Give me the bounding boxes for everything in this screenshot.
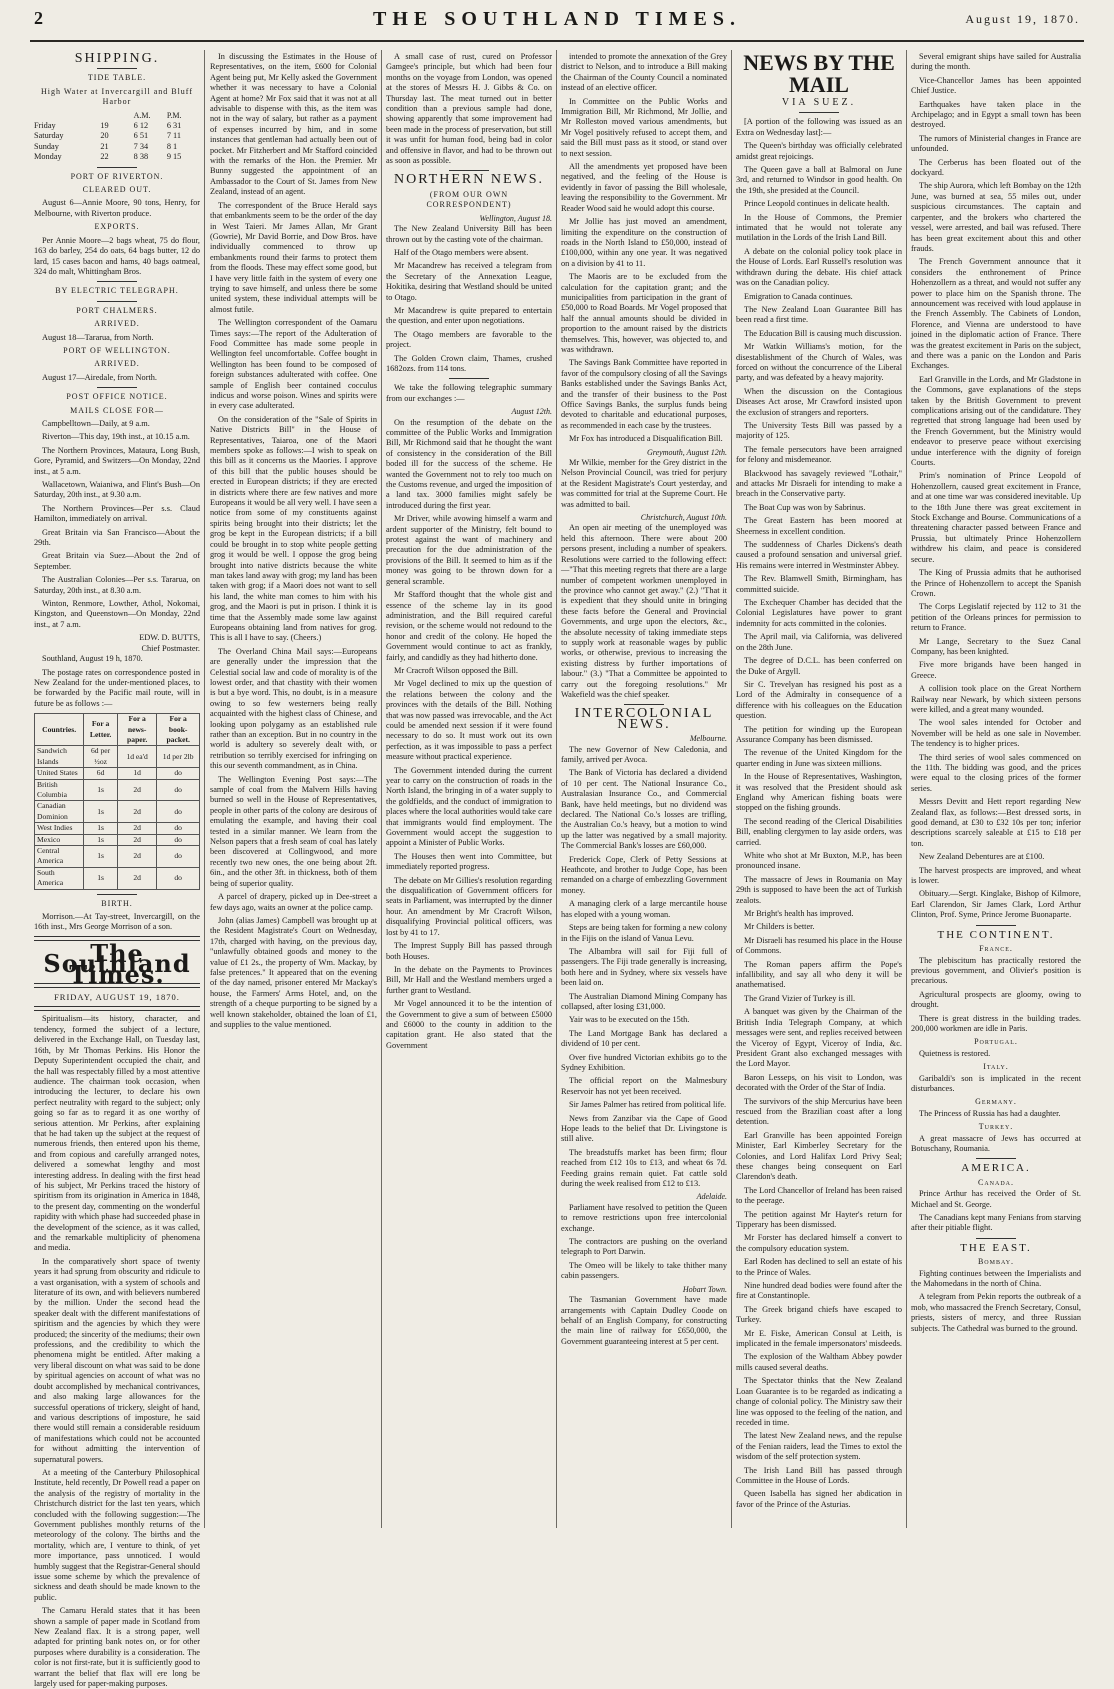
tide-row: Sunday 21 7 34 8 1 <box>34 141 178 151</box>
article-paragraph: The massacre of Jews in Roumania on May 29th is supposed to have been the act of Turkish zealots. <box>736 874 902 905</box>
divider <box>34 1006 200 1011</box>
article-paragraph: The Tasmanian Government have made arrangements with Captain Dudley Coode on behalf of an English Company, for constructing the main line of railway for £650,000, the Government guaranteeing interest at 5 per cent. <box>561 1295 727 1346</box>
article-paragraph: Parliament have resolved to petition the Queen to remove restrictions upon free intercolonial exchange. <box>561 1202 727 1233</box>
article-paragraph: In Committee on the Public Works and Immigration Bill, Mr Richmond, Mr Jollie, and Mr Rolleston moved various amendments, but Mr Vogel positively refused to accept them, and said the Bill must pass as it stood, or stand over to next session. <box>561 96 727 158</box>
column-rule <box>204 50 205 1528</box>
article-paragraph: Vice-Chancellor James has been appointed Chief Justice. <box>911 75 1081 96</box>
article-paragraph: The Cerberus has been floated out of the dockyard. <box>911 157 1081 178</box>
telegraph-heading: BY ELECTRIC TELEGRAPH. <box>55 286 179 296</box>
tide-table-header: A.M. P.M. <box>133 110 182 120</box>
tide-table-subheading: High Water at Invercargill and Bluff Harbor <box>41 86 193 107</box>
divider <box>97 301 137 302</box>
article-paragraph: A collision took place on the Great Northern Railway near Newark, by which sixteen persons were killed, and a great many wounded. <box>911 684 1081 714</box>
article-paragraph: intended to promote the annexation of the Grey district to Nelson, and to introduce a Bill making the Chairman of the County Council a nominated instead of an elective officer. <box>561 52 727 93</box>
article-paragraph: Sir C. Trevelyan has resigned his post as a Lord of the Admiralty in consequence of a difference with his colleagues on the Education question. <box>736 679 902 721</box>
article-paragraph: Prince Arthur has received the Order of St. Michael and St. George. <box>911 1189 1081 1209</box>
column-2 <box>210 52 377 1522</box>
article-paragraph: Blackwood has savagely reviewed "Lothair," and attacks Mr Disraeli for intending to make a breach in the Conservative party. <box>736 468 902 499</box>
column-rule <box>381 50 382 1528</box>
article-paragraph: Mr Macandrew is quite prepared to entertain the question, and enter upon negotiations. <box>386 305 552 326</box>
article-paragraph: The third series of wool sales commenced on the 11th. The bidding was good, and the prices were equal to the closing prices of the former series. <box>911 752 1081 793</box>
article-paragraph: In the House of Commons, the Premier intimated that he would not tolerate any mutilation in the Lords of the Irish Land Bill. <box>736 212 902 243</box>
article-paragraph: Sir James Palmer has retired from political life. <box>569 1100 727 1110</box>
mail-item: The Northern Provinces, Mataura, Long Bush, Gore, Pyramid, and Switzers—On Monday, 22nd inst., at 5 a.m. <box>34 445 200 476</box>
port-chalmers-arrived-label: ARRIVED. <box>94 319 140 329</box>
article-paragraph: When the discussion on the Contagious Diseases Act arose, Mr Crawford insisted upon the exclusion of strangers and reporters. <box>736 386 902 417</box>
article-paragraph: Mr Fox has introduced a Disqualification Bill. <box>569 434 723 444</box>
article-paragraph: The Land Mortgage Bank has declared a dividend of 10 per cent. <box>561 1028 727 1049</box>
leader-paragraph: The Camaru Herald states that it has been shown a sample of paper made in Scotland from New Zealand flax. It is a strong paper, well adapted for printing bank notes on, or for other purposes where durability is a consideration. The color is not first-rate, but it is sufficiently good to warrant the belief that flax will ere long be largely used for paper-making purposes. <box>34 1606 200 1689</box>
masthead-title: The Southland Times. <box>43 938 191 989</box>
mail-item: Great Britain via San Francisco—About the 29th. <box>34 527 200 548</box>
column-1 <box>34 51 200 1689</box>
article-paragraph: Mr Watkin Williams's motion, for the disestablishment of the Church of Wales, was forced on without the concurrence of the Liberal party, and was defeated by a heavy majority. <box>736 342 902 383</box>
article-paragraph: Mr Forster has declared himself a convert to the compulsory education system. <box>736 1233 902 1253</box>
leader-paragraph: Spiritualism—its history, character, and tendency, formed the subject of a lecture, delivered in the Exchange Hall, on Tuesday last, 16th, by Mr Thomas Perkins. His Honor the Deputy Superintendent occupied the chair, and the hall was respectably filled by a most attentive audience. The chairman took occasion, when introducing the lecturer, to declare his own perfect neutrality with regard to the subject; only going so far as to regard it as one worthy of serious attention. Mr Perkins, after explaining that he had taken up the subject at the request of numerous friends, then entered upon his theme, and from copious and carefully arranged notes, delivered a somewhat lengthy and most interesting address. In dealing with the first head of his subject, Mr Perkins traced the history of spiritism from its origination in America in 1848, to the present day, commenting on the wonderful rapidity with which phase had succeeded phase in the development of the science, as it was called, and the remarkable multiplicity of phenomena and media. <box>34 1014 200 1253</box>
article-paragraph: A telegram from Pekin reports the outbreak of a mob, who massacred the French Secretary, Consul, priests, sisters of mercy, and three Russian subjects. The Cathedral was burned to the ground. <box>911 1292 1081 1333</box>
article-paragraph: The Princess of Russia has had a daughter. <box>919 1108 1061 1118</box>
postage-note: The postage rates on correspondence posted in New Zealand for the under-mentioned places, to be forwarded by the Pacific mail route, will in future be as follows :— <box>34 667 200 708</box>
article-paragraph: The Irish Land Bill has passed through Committee in the House of Lords. <box>736 1465 902 1485</box>
article-paragraph: Mr Jollie has just moved an amendment, limiting the expenditure on the construction of roads in the North Island to £50,000, instead of £100,000, within any one year. It was negatived on a division by 41 to 11. <box>561 217 727 268</box>
article-paragraph: Mr Vogel declined to mix up the question of the relations between the colony and the provinces with the details of the Bill. Nothing that was now passed was irrevocable, and the Act could be amended next session if it were found necessary to do so. It must work out its own perfection, as it was impossible to pass a perfect measure without practical experience. <box>386 679 552 762</box>
riverton-heading: PORT OF RIVERTON. <box>70 171 164 181</box>
article-paragraph: The Exchequer Chamber has decided that the Colonial Legislatures have power to grant indemnity for acts committed in the colonies. <box>736 598 902 628</box>
country-heading: Canada. <box>977 1177 1014 1187</box>
article-paragraph: The University Tests Bill was passed by a majority of 125. <box>736 420 902 441</box>
birth-heading: BIRTH. <box>101 898 133 908</box>
article-paragraph: In the debate on the Payments to Provinces Bill, Mr Hall and the Westland members urged a further grant to Westland. <box>386 964 552 995</box>
article-paragraph: The Australian Diamond Mining Company has collapsed, after losing £31,000. <box>561 991 727 1011</box>
table-row: United States 6d 1d do <box>35 768 200 779</box>
article-paragraph: In the House of Representatives, Washington, it was resolved that the President should ask England why American fishing boats were stopped on the fishing grounds. <box>736 772 902 813</box>
article-paragraph: The New Zealand Loan Guarantee Bill has been read a first time. <box>736 304 902 325</box>
port-wellington-heading: PORT OF WELLINGTON. <box>63 345 171 355</box>
article-paragraph: The Otago members are favorable to the project. <box>386 329 552 350</box>
article-paragraph: The new Governor of New Caledonia, and family, arrived per Avoca. <box>561 744 727 764</box>
exports-heading: EXPORTS. <box>94 222 140 232</box>
country-heading: Italy. <box>983 1062 1009 1072</box>
article-paragraph: The Queen gave a ball at Balmoral on June 3rd, and returned to Windsor in good health. On the 19th, she presided at the Council. <box>736 165 902 195</box>
port-chalmers-heading: PORT CHALMERS. <box>76 305 158 315</box>
article-paragraph: A managing clerk of a large mercantile house has eloped with a young woman. <box>561 899 727 919</box>
tide-row: Saturday 20 6 51 7 11 <box>34 131 182 141</box>
divider <box>799 112 839 113</box>
tide-table-heading: TIDE TABLE. <box>87 73 147 83</box>
article-paragraph: The Greek brigand chiefs have escaped to Turkey. <box>736 1304 902 1325</box>
mail-item: Campbelltown—Daily, at 9 a.m. <box>42 418 150 428</box>
top-rule <box>30 40 1084 42</box>
editor-note: [A portion of the following was issued as an Extra on Wednesday last]:— <box>736 117 902 137</box>
article-paragraph: The suddenness of Charles Dickens's death caused a profound sensation and universal grief. His remains were interred in Westminster Abbey. <box>736 540 902 570</box>
article-paragraph: The Wellington Evening Post says:—The sample of coal from the Malvern Hills having burned so well in the House of Representatives, people in other parts of the colony are desirous of emulating the example, and having their coal tested in a similar manner. We learn from the Nelson papers that a fresh seam of coal has lately been discovered at Collingwood, and more recently two new ones, the one being about 2ft. 6in., and the other 3ft. in thickness, both of them being of superior quality. <box>210 774 377 888</box>
article-paragraph: The Savings Bank Committee have reported in favor of the compulsory closing of all the Savings Banks established under the Savings Banks Act, and the transfer of their business to the Post Office Savings Banks, the surplus funds being devoted to charitable and educational purposes, as recommended in each case by the trustees. <box>561 358 727 430</box>
riverton-text: August 6—Annie Moore, 90 tons, Henry, for Melbourne, with Riverton produce. <box>34 198 200 218</box>
leader-paragraph: In the comparatively short space of twenty years it had sprung from obscurity and ridicule to a vast organisation, with a system of schools and literature of its own, and with believers numbered by the million. Under the second head the speaker dealt with the different manifestations of spiritism and the agencies by which they were produced; the sincerity of the mediums; their own professions, and the credibility to which the phenomena might be entitled. After making a very liberal discount on what was said to be done by spiritual agencies on account of what was no doubt accomplished by mechanical contrivances, and also making large allowances for the successful operations of trickery, sleight of hand, and various descriptions of imposture, he said there would still remain a considerable residuum of manifestations which could not be accounted for without admitting the intervention of supernatural powers. <box>34 1256 200 1464</box>
article-paragraph: The female persecutors have been arraigned for felony and misdemeanor. <box>736 444 902 465</box>
mails-close-label: MAILS CLOSE FOR— <box>70 405 164 415</box>
column-rule <box>731 50 732 1528</box>
dateline: Melbourne. <box>689 734 727 744</box>
page-number: 2 <box>34 8 43 28</box>
article-paragraph: The Great Eastern has been moored at Sheerness in excellent condition. <box>736 516 902 536</box>
dateline: Greymouth, August 12th. <box>647 447 727 457</box>
via-suez-subheading: VIA SUEZ. <box>781 97 857 108</box>
article-paragraph: A great massacre of Jews has occurred at Botuschany, Roumania. <box>911 1133 1081 1153</box>
article-paragraph: Garibaldi's son is implicated in the recent disturbances. <box>911 1073 1081 1093</box>
article-paragraph: Obituary.—Sergt. Kinglake, Bishop of Kilmore, Earl Clarendon, Sir James Clark, Lord Arthur Clinton, Prof. Syme, Prince Jerome Buonaparte. <box>911 889 1081 920</box>
country-heading: Bombay. <box>977 1257 1015 1267</box>
article-paragraph: The Albambra will sail for Fiji full of passengers. The Fiji trade generally is increasing, both here and in Sydney, where six vessels have been laid on. <box>561 946 727 988</box>
article-paragraph: The Boat Cup was won by Sabrinus. <box>744 502 866 512</box>
article-paragraph: Mr Bright's health has improved. <box>744 909 854 919</box>
article-paragraph: Agricultural prospects are gloomy, owing to drought. <box>911 989 1081 1010</box>
east-heading: THE EAST. <box>960 1241 1032 1254</box>
country-heading: France. <box>979 944 1013 954</box>
article-paragraph: Steps are being taken for forming a new colony in the Fijis on the island of Vanua Levu. <box>561 923 727 943</box>
article-paragraph: Mr Childers is better. <box>744 922 815 932</box>
divider <box>97 281 137 282</box>
article-paragraph: The French Government announce that it considers the enthronement of Prince Hohenzollern as a threat, and would not suffer any power to place him on the Spanish throne. The announcement was received with loud applause in the French Assembly. The Cabinets of London, Florence, and Vienna are understood to have joined in the diplomatic action of France. There was the greatest excitement in Paris on the subject, and there was a panic on the London and Paris Exchanges. <box>911 257 1081 371</box>
dateline: Adelaide. <box>696 1192 727 1202</box>
article-paragraph: Five more brigands have been hanged in Greece. <box>911 660 1081 680</box>
article-paragraph: We take the following telegraphic summary from our exchanges :— <box>386 383 552 403</box>
article-paragraph: There is great distress in the building trades. 200,000 workmen are idle in Paris. <box>911 1013 1081 1033</box>
mail-item: Great Britain via Suez—About the 2nd of September. <box>34 551 200 571</box>
port-chalmers-text: August 18—Tararua, from North. <box>42 332 154 342</box>
article-paragraph: The Overland China Mail says:—Europeans are generally under the impression that the Celestial social law and code of morality is of the lowest order, and that chastity with their women is but a bye word. This, no doubt, is in a measure owing to so few westerners being really acquainted with the highest class of Chinese, and looking upon polygamy as an established rule rather than an exception. But in no country in the world is adultery so severely dealt with, or retribution so terribly exercised for infringing on this our seventh commandment, as in China. <box>210 646 377 771</box>
article-paragraph: Mr Cracroft Wilson opposed the Bill. <box>394 665 518 675</box>
article-paragraph: Emigration to Canada continues. <box>744 291 853 301</box>
article-paragraph: Yair was to be executed on the 15th. <box>569 1015 690 1025</box>
america-heading: AMERICA. <box>961 1162 1031 1175</box>
continent-heading: THE CONTINENT. <box>937 928 1055 941</box>
article-paragraph: The survivors of the ship Mercurius have been rescued from the Brazilian coast after a long detention. <box>736 1096 902 1127</box>
column-3 <box>386 52 552 1522</box>
article-paragraph: The Corps Legislatif rejected by 112 to 31 the petition of the Orleans princes for permission to return to France. <box>911 602 1081 633</box>
article-paragraph: Mr Stafford thought that the whole gist and essence of the scheme lay in its good administration, and the Bill required careful revision, or the scheme would not redound to the honor and credit of the colony. He hoped the Government would continue to act as frankly, fairly, and candidly as they had hitherto done. <box>386 590 552 662</box>
article-paragraph: The official report on the Malmesbury Reservoir has not yet been received. <box>561 1076 727 1096</box>
article-paragraph: The Education Bill is causing much discussion. <box>744 328 902 338</box>
article-paragraph: Quietness is restored. <box>919 1048 991 1058</box>
article-paragraph: The contractors are pushing on the overland telegraph to Port Darwin. <box>561 1237 727 1257</box>
article-paragraph: Earthquakes have taken place in the Archipelago; and in Egypt a small town has been destroyed. <box>911 99 1081 130</box>
divider <box>97 68 137 69</box>
column-4 <box>561 52 727 1522</box>
article-paragraph: The revenue of the United Kingdom for the quarter ending in June was sixteen millions. <box>736 748 902 768</box>
article-paragraph: White who shot at Mr Buxton, M.P., has been pronounced insane. <box>736 851 902 871</box>
mail-item: The Northern Provinces—Per s.s. Claud Hamilton, immediately on arrival. <box>34 503 200 524</box>
article-paragraph: The Roman papers affirm the Pope's infallibility, and say all who deny it will be anathematised. <box>736 959 902 990</box>
article-paragraph: Mr Vogel announced it to be the intention of the Government to give a sum of between £5000 and £6000 to the county in addition to the capitation grant. He also stated that the Government <box>386 999 552 1050</box>
table-row: Mexico 1s 2d do <box>35 834 200 845</box>
table-row: Sandwich Islands 6d per ½oz 1d ea'd 1d per 2lb <box>35 746 200 768</box>
column-rule <box>906 50 907 1528</box>
page-masthead <box>0 0 1114 44</box>
divider <box>97 894 137 895</box>
article-paragraph: An open air meeting of the unemployed was held this afternoon. There were about 200 persons present, including a number of speakers. Resolutions were carried to the following effect:—"That this meeting regrets that there are a large number of competent workmen unemployed in the province who cannot get away." (2.) "That it is expedient that they should unite in bringing these facts before the General and Provincial Governments, and urge upon the electors, &c., the absolute necessity of taking immediate steps to supply work at reasonable wages by public works, or otherwise, previous to increasing the existing distress by further importations of labour." (3.) "That a Committee be appointed to carry out the foregoing resolutions." Mr Wakefield was the chief speaker. <box>561 523 727 699</box>
divider <box>449 378 489 379</box>
article-paragraph: The harvest prospects are improved, and wheat is lower. <box>911 865 1081 886</box>
article-paragraph: In discussing the Estimates in the House of Representatives, on the item, £600 for Colonial Agent being put, Mr Kelly asked the Government whether it was necessary to have a Colonial Agent at home? Mr Fox said that it was not at all advisable to dispense with this, as the item was not in the way of salary, but rather as a payment of expenses incurred by him, and in some instances that gentleman had actually been out of pocket. Mr Fitzherbert and Mr Stafford coincided with the remarks of the Hon. the Premier. Mr Bunny suggested the appointment of an Ambassador to the Court of St. James from New Zealand, instead of an agent. <box>210 52 377 197</box>
divider <box>449 170 489 171</box>
article-paragraph: Mr Disraeli has resumed his place in the House of Commons. <box>736 935 902 956</box>
article-paragraph: The Bank of Victoria has declared a dividend of 10 per cent. The National Insurance Co., Australasian Insurance Co., and Commercial Bank, have held meetings, but no dividend was declared. The National Co.'s losses are trifling, the Australian Co.'s heavy, but a motion to wind up the latter was negatived by a small majority. The Commercial Bank's losses are £60,000. <box>561 768 727 851</box>
news-by-mail-heading: NEWS BY THE MAIL <box>743 50 895 97</box>
port-wellington-text: August 17—Airedale, from North. <box>42 372 157 382</box>
article-paragraph: Earl Granville in the Lords, and Mr Gladstone in the Commons, gave explanations of the steps taken by the British Government to prevent complications arising out of the candidature. They regretted that strong language had been used by the French Government, but the Ministry would endeavor to preserve peace without exercising undue interference with the dignity of foreign Courts. <box>911 374 1081 468</box>
page-date: August 19, 1870. <box>965 12 1080 26</box>
article-paragraph: The petition against Mr Hayter's return for Tipperary has been dismissed. <box>736 1209 902 1229</box>
divider <box>97 387 137 388</box>
column-rule <box>556 50 557 1528</box>
column-5 <box>736 52 902 1522</box>
article-paragraph: Mr Macandrew has received a telegram from the Secretary of the Annexation League, Hokitika, desiring that Westland should be united to Otago. <box>386 261 552 302</box>
article-paragraph: The petition for winding up the European Assurance Company has been dismissed. <box>736 724 902 744</box>
article-paragraph: The Imprest Supply Bill has passed through both Houses. <box>386 941 552 961</box>
article-paragraph: The ship Aurora, which left Bombay on the 12th June, was burned at sea, 55 miles out, under suspicious circumstances. The captain and carpenter, and the brokers who chartered the vessel, were arrested, and bail was refused. There has been great excitement about this and other frauds. <box>911 181 1081 253</box>
dateline: August 12th. <box>511 407 552 417</box>
article-paragraph: Earl Roden has declined to sell an estate of his to the Prince of Wales. <box>736 1257 902 1277</box>
article-paragraph: John (alias James) Campbell was brought up at the Resident Magistrate's Court on Wednesday, 17th, charged with having, on the previous day, "unlawfully obtained goods and money to the value of £1 2s., the property of Wm. Mackay, by false pretences." It appeared that on the evening of the day named, prisoner entered Mr Mackay's house, the Farmers' Arms Hotel, and, on the strength of a cheque purporting to be signed by a well known stakeholder, obtained the loan of £1, and supplies to the value mentioned. <box>210 915 377 1029</box>
article-paragraph: The Golden Crown claim, Thames, crushed 1682ozs. from 114 tons. <box>386 353 552 373</box>
mail-item: The Australian Colonies—Per s.s. Tararua, on Saturday, 20th inst., at 8.30 a.m. <box>34 575 200 595</box>
table-row: South America 1s 2d do <box>35 867 200 889</box>
article-paragraph: Mr Lange, Secretary to the Suez Canal Company, has been knighted. <box>911 636 1081 656</box>
divider <box>976 1158 1016 1159</box>
article-paragraph: The latest New Zealand news, and the repulse of the Fenian raiders, lead the Times to extol the wisdom of the self protection system. <box>736 1431 902 1462</box>
divider <box>624 704 664 705</box>
article-paragraph: The Canadians kept many Fenians from starving after their pitiable flight. <box>911 1213 1081 1233</box>
issue-date: FRIDAY, AUGUST 19, 1870. <box>54 992 180 1003</box>
leader-paragraph: At a meeting of the Canterbury Philosophical Institute, held recently, Dr Powell read a paper on the analysis of the registry of mortality in the Christchurch district for the last ten years, which concluded with the following suggestion:—The Government publishes monthly returns of the meteorology of the colony. The births and the mortality, which are, I venture to think, of yet more importance, pass unnoticed. I would humbly suggest that the Registrar-General should issue some scheme by which the prevalence of sickness and death should be made known to the public. <box>34 1467 200 1602</box>
article-paragraph: Mr Driver, while avowing himself a warm and ardent supporter of the Ministry, felt bound to protest against the want of machinery and precaution for the due administration of the provisions of the Bill. It seemed to him as if the money was going to be thrown down for a general scramble. <box>386 514 552 586</box>
article-paragraph: The degree of D.C.L. has been conferred on the Duke of Argyll. <box>736 656 902 676</box>
article-paragraph: The Lord Chancellor of Ireland has been raised to the peerage. <box>736 1185 902 1206</box>
article-paragraph: All the amendments yet proposed have been negatived, and the feeling of the House is evidently in favor of passing the Bill wholesale, leaving the responsibility to the Government. Mr Reader Wood said he would adopt this course. <box>561 162 727 213</box>
shipping-heading: SHIPPING. <box>74 51 160 66</box>
divider <box>976 1238 1016 1239</box>
article-paragraph: Frederick Cope, Clerk of Petty Sessions at Heathcote, and brother to Judge Cope, has been remanded on a charge of embezzling Government money. <box>561 854 727 895</box>
article-paragraph: Prince Leopold continues in delicate health. <box>744 199 890 209</box>
table-header-row: Countries. For a Letter. For a news-paper. For a book-packet. <box>35 714 200 746</box>
table-row: British Columbia 1s 2d do <box>35 779 200 801</box>
postmaster-title: Chief Postmaster. <box>141 643 200 653</box>
article-paragraph: Mr E. Fiske, American Consul at Leith, is implicated in the female impersonators' misdeeds. <box>736 1328 903 1349</box>
article-paragraph: Messrs Devitt and Hett report regarding New Zealand flax, as follows:—Best dressed sorts, in good demand, at £30 to £32 10s per ton; inferior descriptions scarcely saleable at £15 to £18 per ton. <box>911 797 1081 848</box>
article-paragraph: Nine hundred dead bodies were found after the fire at Constantinople. <box>736 1281 902 1301</box>
table-row: Canadian Dominion 1s 2d do <box>35 801 200 823</box>
postage-rates-table <box>34 713 200 890</box>
intercolonial-heading: INTERCOLONIAL NEWS. <box>574 706 714 732</box>
article-paragraph: Half of the Otago members were absent. <box>394 247 529 257</box>
article-paragraph: The wool sales intended for October and November will be held as one sale in November. The tendency is to higher prices. <box>911 718 1081 749</box>
article-paragraph: New Zealand Debentures are at £100. <box>919 852 1045 862</box>
article-paragraph: On the resumption of the debate on the committee of the Public Works and Immigration Bill, Mr Richmond said that he thought the want of consistency in the consideration of the Bill boded ill for the success of the scheme. He wanted the Government not to rely too much on the Customs revenue, and urged the imposition of a land tax. 3000 families might safely be introduced during the first year. <box>386 417 552 510</box>
column-6 <box>911 52 1081 1522</box>
article-paragraph: The Queen's birthday was officially celebrated amidst great rejoicings. <box>736 141 902 161</box>
article-paragraph: The Maoris are to be excluded from the calculation for the capitation grant; and the municipalities from participation in the grant of £50,000 to Road Boards. Mr Vogel proposed that half the annual amounts should be divided in proportion to the amount raised by the districts themselves. This, however, was objected to, and was withdrawn. <box>561 272 727 354</box>
dateline: Wellington, August 18. <box>479 213 552 223</box>
article-paragraph: The plebiscitum has practically restored the previous government, and Olivier's position is precarious. <box>911 955 1081 986</box>
article-paragraph: The Rev. Blamwell Smith, Birmingham, has committed suicide. <box>736 574 902 594</box>
mail-item: Wallacetown, Waianiwa, and Flint's Bush—On Saturday, 20th inst., at 9.30 a.m. <box>34 480 200 500</box>
mail-item: Riverton—This day, 19th inst., at 10.15 a.m. <box>42 432 190 442</box>
article-paragraph: Baron Lesseps, on his visit to London, was decorated with the Order of the Star of India. <box>736 1072 902 1093</box>
article-paragraph: The rumors of Ministerial changes in France are unfounded. <box>911 133 1081 154</box>
article-paragraph: A debate on the colonial policy took place in the House of Lords. Earl Russell's resolution was withdrawn during the debate. His chief attack was on the Canadian policy. <box>736 246 902 288</box>
article-paragraph: The Grand Vizier of Turkey is ill. <box>744 993 856 1003</box>
postmaster-date: Southland, August 19 h, 1870. <box>42 654 143 664</box>
country-heading: Portugal. <box>974 1037 1018 1047</box>
article-paragraph: Fighting continues between the Imperialists and the Mahomedans in the north of China. <box>911 1268 1081 1289</box>
northern-news-heading: NORTHERN NEWS. <box>393 172 545 188</box>
mail-item: Winton, Renmore, Lowther, Athol, Nokomai, Kingston, and Queenstown—On Monday, 22nd inst., at 7 a.m. <box>34 599 200 629</box>
article-paragraph: The Wellington correspondent of the Oamaru Times says:—The report of the Adulteration of Food Committee has made some people in Wellington feel uncomfortable. Coffee bought in Wellington has been found to be composed of foreign substances adulterated with coffee. One sample of English beer contained cocculus indicus and worse poison. Wines and spirits were in every case adulterated. <box>210 318 377 411</box>
post-office-heading: POST OFFICE NOTICE. <box>66 392 168 402</box>
riverton-cleared-label: CLEARED OUT. <box>82 185 152 195</box>
article-paragraph: A small case of rust, cured on Professor Gamgee's principle, but which had been four months on the voyage from London, was opened at the stores of Messrs H. J. Gibbs & Co. on Thursday last. The meat turned out in better condition than a previous sample had done, showing apparently that some improvement had been made in the process of preservation, but still it was unfit for human food, being bad in color and offensive in flavor, and had to be thrown out as soon as possible. <box>386 52 552 166</box>
article-paragraph: A banquet was given by the Chairman of the British India Telegraph Company, at which messages were sent, and replies received between the Viceroy of Egypt, Viceroy of India, &c. President Grant also exchanged messages with the Lord Mayor. <box>736 1007 902 1069</box>
article-paragraph: The debate on Mr Gillies's resolution regarding the disqualification of Government officers for seats in Parliament, was interrupted by the dinner hour. An amendment by Mr Cracroft Wilson, disqualifying Provincial political officers, was lost by 41 to 17. <box>386 875 552 937</box>
article-paragraph: The King of Prussia admits that he authorised the Prince of Hohenzollern to accept the Spanish Crown. <box>911 568 1081 598</box>
article-paragraph: Queen Isabella has signed her abdication in favor of the Prince of the Asturias. <box>736 1489 902 1509</box>
paper-title: THE SOUTHLAND TIMES. <box>372 8 742 30</box>
article-paragraph: The correspondent of the Bruce Herald says that embankments seem to be the order of the day in West Taieri. Mr James Allan, Mr Grant (Gowrie), Mr David Borrie, and Dow Bros. have individually commenced to throw up embankments round their farms to protect them from the floods. These may effect some good, but I have very little faith in the system of every one trying to save himself, and unless there be some united system, these individual attempts will be almost futile. <box>210 200 377 314</box>
article-paragraph: The Spectator thinks that the New Zealand Loan Guarantee is to be regarded as indicating a change of colonial policy. The Ministry saw their line was opposed to the feeling of the nation, and receded in time. <box>736 1376 902 1427</box>
table-row: West Indies 1s 2d do <box>35 823 200 834</box>
article-paragraph: On the consideration of the "Sale of Spirits in Native Districts Bill" in the House of Representatives, Taiaroa, one of the Maori members spoke as follows:—I wish to speak on this bill as it concerns us the Maories. I approve of this bill that the public houses should be erected in European districts; if they are erected in districts where there are few natives and more Europeans it would be all very well. I have seen a notice from some of my constituents against spirits being brought into their districts; let the grog be kept in the European districts; if a bill could be brought in to stop white people getting grog it would be well. I oppose the grog being brought into native districts because the white man takes land away with grog; my land has been taken with grog; if a Maori does not want to sell his land, the white man comes to him with his grog, and the Maori is put in prison. I think it is time that the Assembly made some law against Europeans obtaining land from natives for grog. This is all I have to say. (Cheers.) <box>210 414 377 643</box>
article-paragraph: The New Zealand University Bill has been thrown out by the casting vote of the chairman. <box>386 224 552 244</box>
article-paragraph: The second reading of the Clerical Disabilities Bill, enabling clergymen to lay aside orders, was carried. <box>736 816 902 847</box>
article-paragraph: Several emigrant ships have sailed for Australia during the month. <box>911 52 1081 72</box>
table-row: Central America 1s 2d do <box>35 846 200 868</box>
article-paragraph: The breadstuffs market has been firm; flour reached from £12 10s to £13, and wheat 6s 7d. Feeding grains remain quiet. Fat cattle sold during the week realised from £12 to £13. <box>561 1147 727 1189</box>
article-paragraph: The April mail, via California, was delivered on the 28th June. <box>736 632 902 652</box>
own-correspondent-label: (FROM OUR OWN CORRESPONDENT) <box>426 189 512 210</box>
tide-row: Friday 19 6 12 6 31 <box>34 121 182 131</box>
article-paragraph: The Houses then went into Committee, but immediately reported progress. <box>386 851 552 872</box>
article-paragraph: News from Zanzibar via the Cape of Good Hope leads to the belief that Dr. Livingstone is still alive. <box>561 1113 727 1144</box>
article-paragraph: Earl Granville has been appointed Foreign Minister, Earl Kimberley Secretary for the Colonies, and Lord Halifax Lord Privy Seal; these changes being consequent on Earl Clarendon's death. <box>736 1130 902 1182</box>
divider <box>976 925 1016 926</box>
article-paragraph: The Government intended during the current year to carry on the construction of roads in the North Island, the bringing in of a water supply to the goldfields, and the conduct of immigration to places where the local authorities would take care that immigrants would find employment. The Government would accept the suggestion to appoint a Minister of Public Works. <box>386 765 552 848</box>
country-heading: Turkey. <box>978 1122 1014 1132</box>
tide-row: Monday 22 8 38 9 15 <box>34 152 182 162</box>
port-wellington-arrived-label: ARRIVED. <box>94 359 140 369</box>
divider <box>97 167 137 168</box>
exports-text: Per Annie Moore—2 bags wheat, 75 do flour, 163 do barley, 254 do oats, 64 bags butter, 12 do lard, 15 cases bacon and hams, 40 bags oatmeal, 324 do malt, Whittingham Bros. <box>34 235 200 276</box>
article-paragraph: The Omeo will be likely to take thither many cabin passengers. <box>561 1260 727 1281</box>
article-paragraph: Over five hundred Victorian exhibits go to the Sydney Exhibition. <box>561 1052 727 1072</box>
country-heading: Germany. <box>975 1097 1017 1107</box>
article-paragraph: Mr Wilkie, member for the Grey district in the Nelson Provincial Council, was tried for perjury at the Resident Magistrate's Court yesterday, and was committed for trial at the Supreme Court. He was admitted to bail. <box>561 458 727 509</box>
article-paragraph: The explosion of the Waltham Abbey powder mills caused several deaths. <box>736 1352 902 1372</box>
dateline: Christchurch, August 10th. <box>640 513 727 523</box>
article-paragraph: Prim's nomination of Prince Leopold of Hohenzollern, caused great excitement in France, and at one time war was considered inevitable. Up to the 18th June there was great excitement in Stock Exchange and Bourse. Communications of a threatening character passed between France and Prussia, but ultimately Prince Hohenzollern withdrew his claim, and peace is considered secure. <box>911 471 1081 564</box>
postmaster-name: EDW. D. BUTTS, <box>139 633 200 643</box>
dateline: Hobart Town. <box>682 1284 727 1294</box>
article-paragraph: A parcel of drapery, picked up in Dee-street a few days ago, waits an owner at the police camp. <box>210 892 377 912</box>
birth-text: Morrison.—At Tay-street, Invercargill, on the 16th inst., Mrs George Morrison of a son. <box>34 912 200 932</box>
